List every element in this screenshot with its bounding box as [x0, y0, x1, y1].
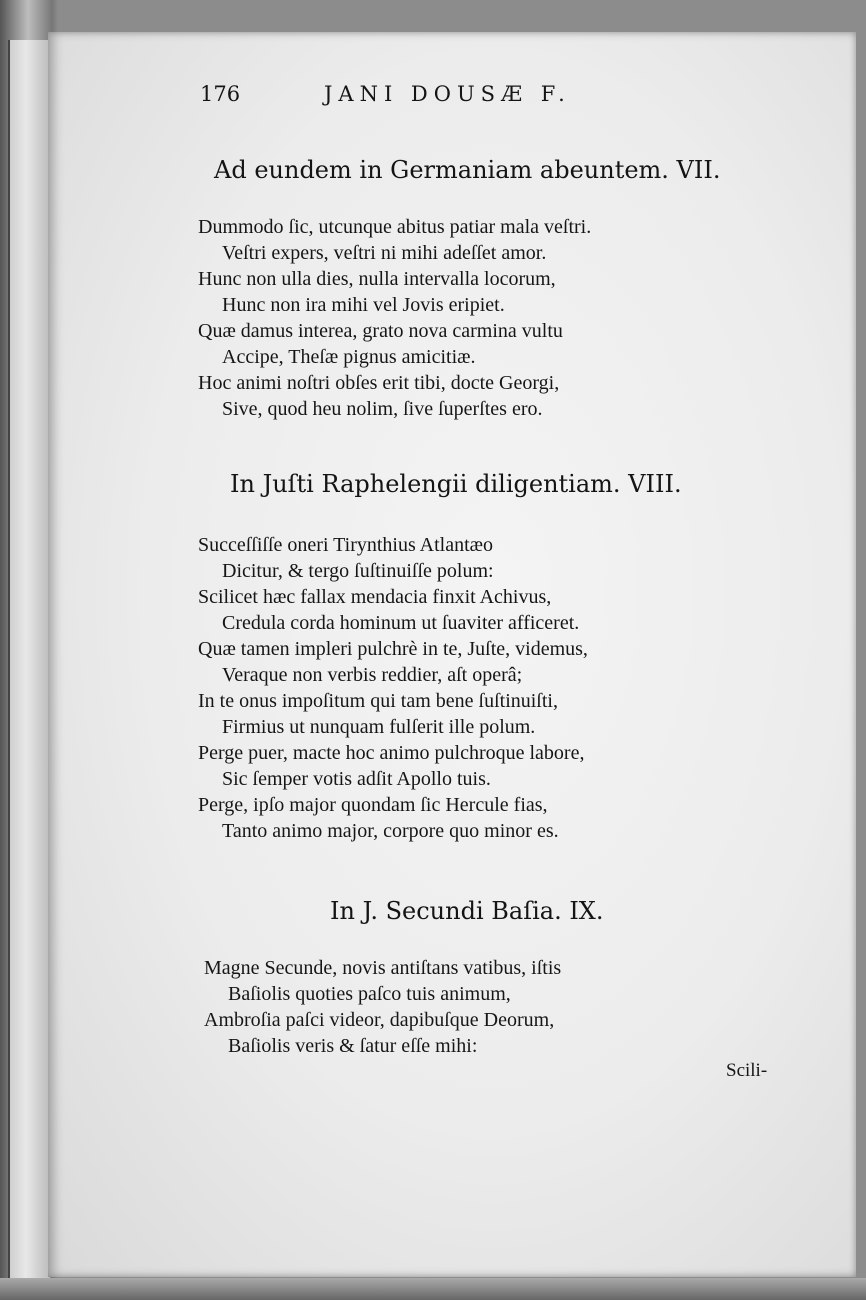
verse-line: Scilicet hæc fallax mendacia finxit Achivus, [198, 586, 552, 608]
verse-line: Perge, ipſo major quondam ſic Hercule fias, [198, 794, 548, 816]
verse-line: Sic ſemper votis adſit Apollo tuis. [222, 768, 491, 790]
poem-title: Ad eundem in Germaniam abeuntem. VII. [214, 156, 721, 184]
verse-line: Firmius ut nunquam fulſerit ille polum. [222, 716, 536, 738]
verse-line: Dicitur, & tergo ſuſtinuiſſe polum: [222, 560, 494, 582]
verse-line: Tanto animo major, corpore quo minor es. [222, 820, 559, 842]
verse-line: Dummodo ſic, utcunque abitus patiar mala veſtri. [198, 216, 592, 238]
verse-line: Sive, quod heu nolim, ſive ſuperſtes ero. [222, 398, 543, 420]
bottom-shadow [0, 1278, 866, 1300]
verse-line: Baſiolis quoties paſco tuis animum, [228, 983, 511, 1005]
poem-verses [204, 955, 561, 1059]
verse-line: Succeſſiſſe oneri Tirynthius Atlantæo [198, 534, 493, 556]
verse-line: Hunc non ulla dies, nulla intervalla locorum, [198, 268, 556, 290]
verse-line: Hunc non ira mihi vel Jovis eripiet. [222, 294, 505, 316]
verse-line: Veraque non verbis reddier, aſt operâ; [222, 664, 523, 686]
poem-title: In J. Secundi Baſia. IX. [330, 897, 604, 925]
verse-line: Ambroſia paſci videor, dapibuſque Deorum, [204, 1009, 555, 1031]
verse-line: Accipe, Theſæ pignus amicitiæ. [222, 346, 476, 368]
poem-verses [198, 214, 591, 422]
running-head: JANI DOUSÆ F. [324, 82, 571, 106]
page-fore-edge [8, 40, 50, 1285]
verse-line: Hoc animi noſtri obſes erit tibi, docte Georgi, [198, 372, 560, 394]
poem-title: In Juſti Raphelengii diligentiam. VIII. [230, 470, 682, 498]
verse-line: Perge puer, macte hoc animo pulchroque labore, [198, 742, 585, 764]
verse-line: Magne Secunde, novis antiſtans vatibus, iſtis [204, 957, 562, 979]
catchword: Scili- [726, 1060, 768, 1081]
poem-verses [198, 532, 588, 844]
verse-line: Credula corda hominum ut ſuaviter afficeret. [222, 612, 580, 634]
verse-line: Baſiolis veris & ſatur eſſe mihi: [228, 1035, 478, 1057]
page-number: 176 [200, 82, 241, 106]
verse-line: In te onus impoſitum qui tam bene ſuſtinuiſti, [198, 690, 558, 712]
verse-line: Quæ damus interea, grato nova carmina vultu [198, 320, 563, 342]
verse-line: Veſtri expers, veſtri ni mihi adeſſet amor. [222, 242, 547, 264]
verse-line: Quæ tamen impleri pulchrè in te, Juſte, videmus, [198, 638, 588, 660]
page-header [200, 82, 640, 112]
